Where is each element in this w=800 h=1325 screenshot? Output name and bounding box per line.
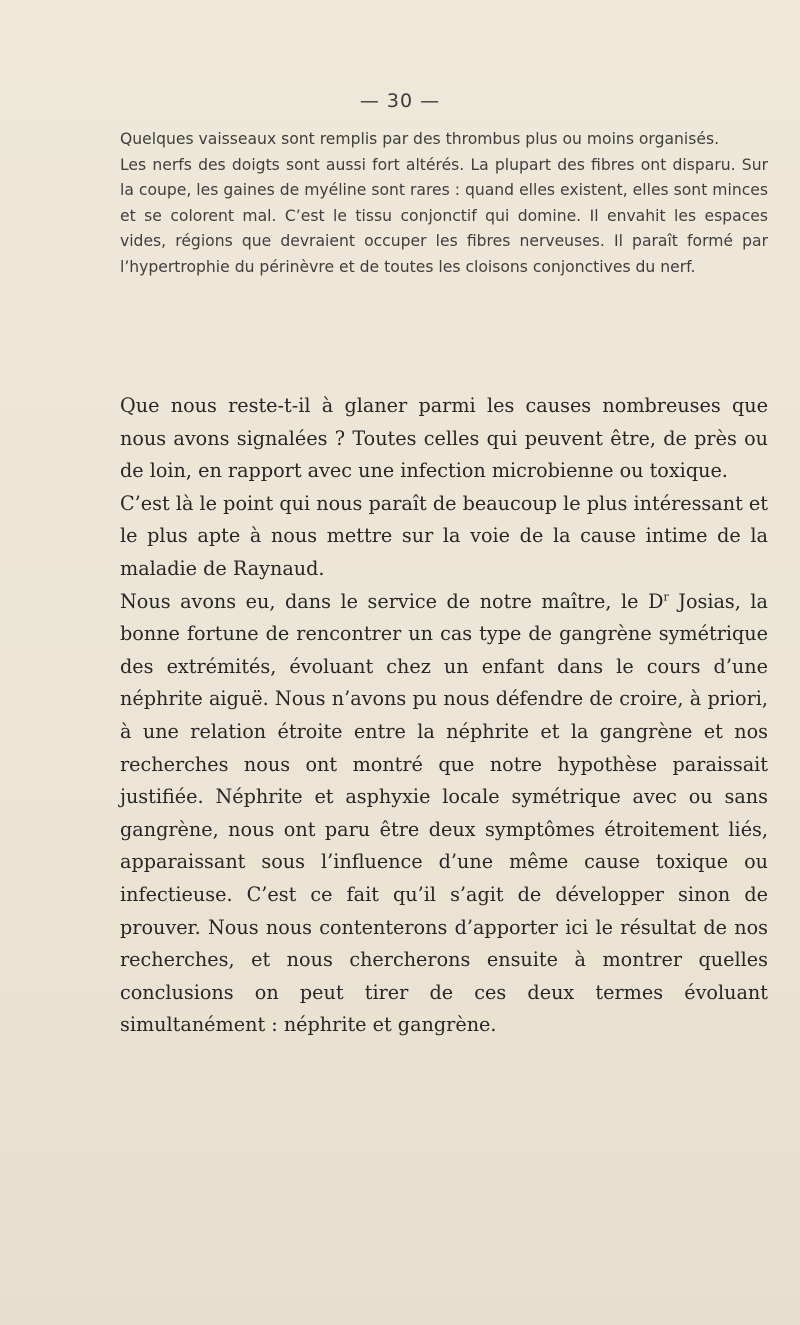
small-paragraph-vessels: Quelques vaisseaux sont remplis par des thrombus plus ou moins organisés. bbox=[120, 130, 720, 148]
large-paragraph-case bbox=[120, 586, 768, 1042]
page-number: — 30 — bbox=[359, 90, 441, 112]
small-text-block bbox=[120, 127, 768, 280]
small-paragraph-nerves: Les nerfs des doigts sont aussi fort altérés. La plupart des fibres ont disparu. Sur la coupe, les gaines de myéline sont rares : quand elles existent, elles sont minces et se colorent mal. C’est le tissu conjonctif qui domine. Il envahit les espaces vides, régions que devraient occuper les fibres nerveuses. Il paraît formé par l’hypertrophie du périnèvre et de toutes les cloisons conjonctives du nerf. bbox=[120, 155, 768, 276]
case-text-start: Nous avons eu, dans le service de notre maître, le D bbox=[120, 589, 664, 613]
doctor-abbreviation-superscript: r bbox=[663, 590, 669, 604]
large-paragraph-interest: C’est là le point qui nous paraît de beaucoup le plus intéressant et le plus apte à nous mettre sur la voie de la cause intime de la maladie de Raynaud. bbox=[120, 491, 768, 580]
large-paragraph-causes: Que nous reste-t-il à glaner parmi les causes nombreuses que nous avons signalées ? Toutes celles qui peuvent être, de près ou de loin, en rapport avec une infection microbienne ou toxique. bbox=[120, 394, 768, 483]
large-text-block bbox=[120, 390, 768, 1042]
case-text-rest: Josias, la bonne fortune de rencontrer un cas type de gangrène symétrique des extrémités, évoluant chez un enfant dans le cours d’une néphrite aiguë. Nous n’avons pu nous défendre de croire, à priori, à une relation étroite entre la néphrite et la gangrène et nos recherches nous ont montré que notre hypothèse paraissait justifiée. Néphrite et asphyxie locale symétrique avec ou sans gangrène, nous ont paru être deux symptômes étroitement liés, apparaissant sous l’influence d’une même cause toxique ou infectieuse. C’est ce fait qu’il s’agit de développer sinon de prouver. Nous nous contenterons d’apporter ici le résultat de nos recherches, et nous chercherons ensuite à montrer quelles conclusions on peut tirer de ces deux termes évoluant simultanément : néphrite et gangrène. bbox=[120, 589, 768, 1037]
